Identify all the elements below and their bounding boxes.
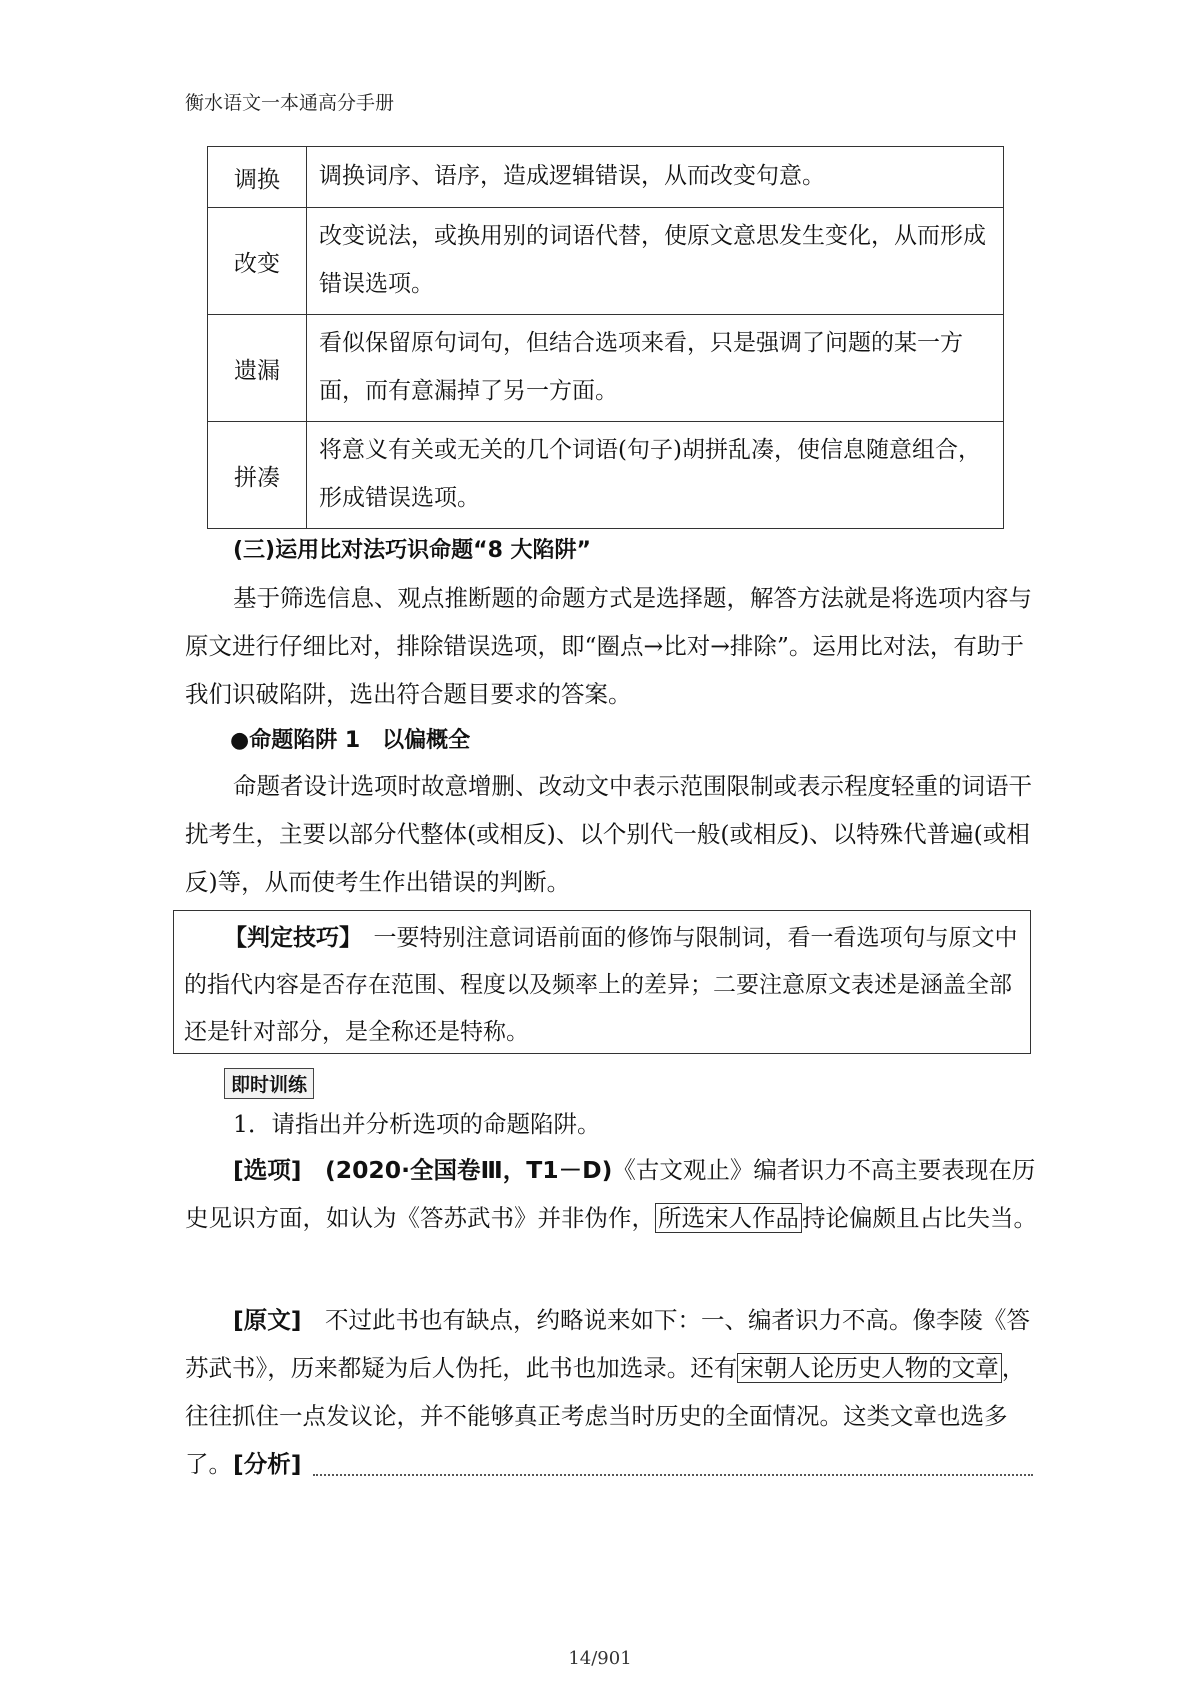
tip-label: 【判定技巧】 (224, 925, 351, 951)
option-label: [选项] (233, 1156, 302, 1184)
table-desc: 将意义有关或无关的几个词语(句子)胡拼乱凑，使信息随意组合，形成错误选项。 (307, 422, 1004, 529)
technique-table (207, 146, 1004, 529)
table-term: 改变 (208, 208, 307, 315)
table-row (208, 208, 1004, 315)
table-desc: 看似保留原句词句，但结合选项来看，只是强调了问题的某一方面，而有意漏掉了另一方面。 (307, 315, 1004, 422)
analysis-line (185, 1440, 1037, 1488)
table-row (208, 422, 1004, 529)
table-row (208, 315, 1004, 422)
table-term: 拼凑 (208, 422, 307, 529)
option-text: 《古文观止》编者识力不高主要表现在历史见识方面，如认为《答苏武书》并非伪作， (185, 1156, 1036, 1232)
option-source: (2020·全国卷Ⅲ，T1－D) (324, 1156, 613, 1184)
page-number: 14/901 (568, 1648, 632, 1669)
original-text-end: ，往往抓住一点发议论，并不能够真正考虑当时历史的全面情况。这类文章也选多了。 (185, 1354, 1026, 1478)
option-paragraph (185, 1146, 1037, 1242)
trap-description: 命题者设计选项时故意增删、改动文中表示范围限制或表示程度轻重的词语干扰考生，主要以部分代整体(或相反)、以个别代一般(或相反)、以特殊代普遍(或相反)等，从而使考生作出错误的判断。 (185, 772, 1032, 896)
tip-text: 一要特别注意词语前面的修饰与限制词，看一看选项句与原文中的指代内容是否存在范围、程度以及频率上的差异；二要注意原文表述是涵盖全部还是针对部分，是全称还是特称。 (184, 925, 1018, 1045)
table-row (208, 147, 1004, 208)
table-term: 遗漏 (208, 315, 307, 422)
original-label: [原文] (233, 1306, 302, 1334)
option-highlight: 所选宋人作品 (655, 1203, 802, 1233)
original-highlight: 宋朝人论历史人物的文章 (737, 1353, 1002, 1383)
original-text: 不过此书也有缺点，约略说来如下：一、编者识力不高。像李陵《答苏武书》，历来都疑为后人伪托，此书也加选录。还有 (185, 1306, 1030, 1382)
option-text-end: 持论偏颇且占比失当。 (802, 1204, 1037, 1232)
table-term: 调换 (208, 147, 307, 208)
answer-blank[interactable] (313, 1456, 1033, 1476)
section-title: (三)运用比对法巧识命题“8 大陷阱” (233, 538, 591, 563)
tip-box (173, 910, 1031, 1054)
section-intro: 基于筛选信息、观点推断题的命题方式是选择题，解答方法就是将选项内容与原文进行仔细比对，排除错误选项，即“圈点→比对→排除”。运用比对法，有助于我们识破陷阱，选出符合题目要求的答案。 (185, 584, 1032, 708)
book-title: 衡水语文一本通高分手册 (185, 92, 395, 114)
table-desc: 调换词序、语序，造成逻辑错误，从而改变句意。 (307, 147, 1004, 208)
analysis-label: [分析] (233, 1450, 302, 1478)
practice-tag: 即时训练 (224, 1068, 314, 1099)
table-desc: 改变说法，或换用别的词语代替，使原文意思发生变化，从而形成错误选项。 (307, 208, 1004, 315)
trap-title: ●命题陷阱 1 以偏概全 (230, 728, 471, 753)
question-1: 1．请指出并分析选项的命题陷阱。 (233, 1110, 601, 1138)
